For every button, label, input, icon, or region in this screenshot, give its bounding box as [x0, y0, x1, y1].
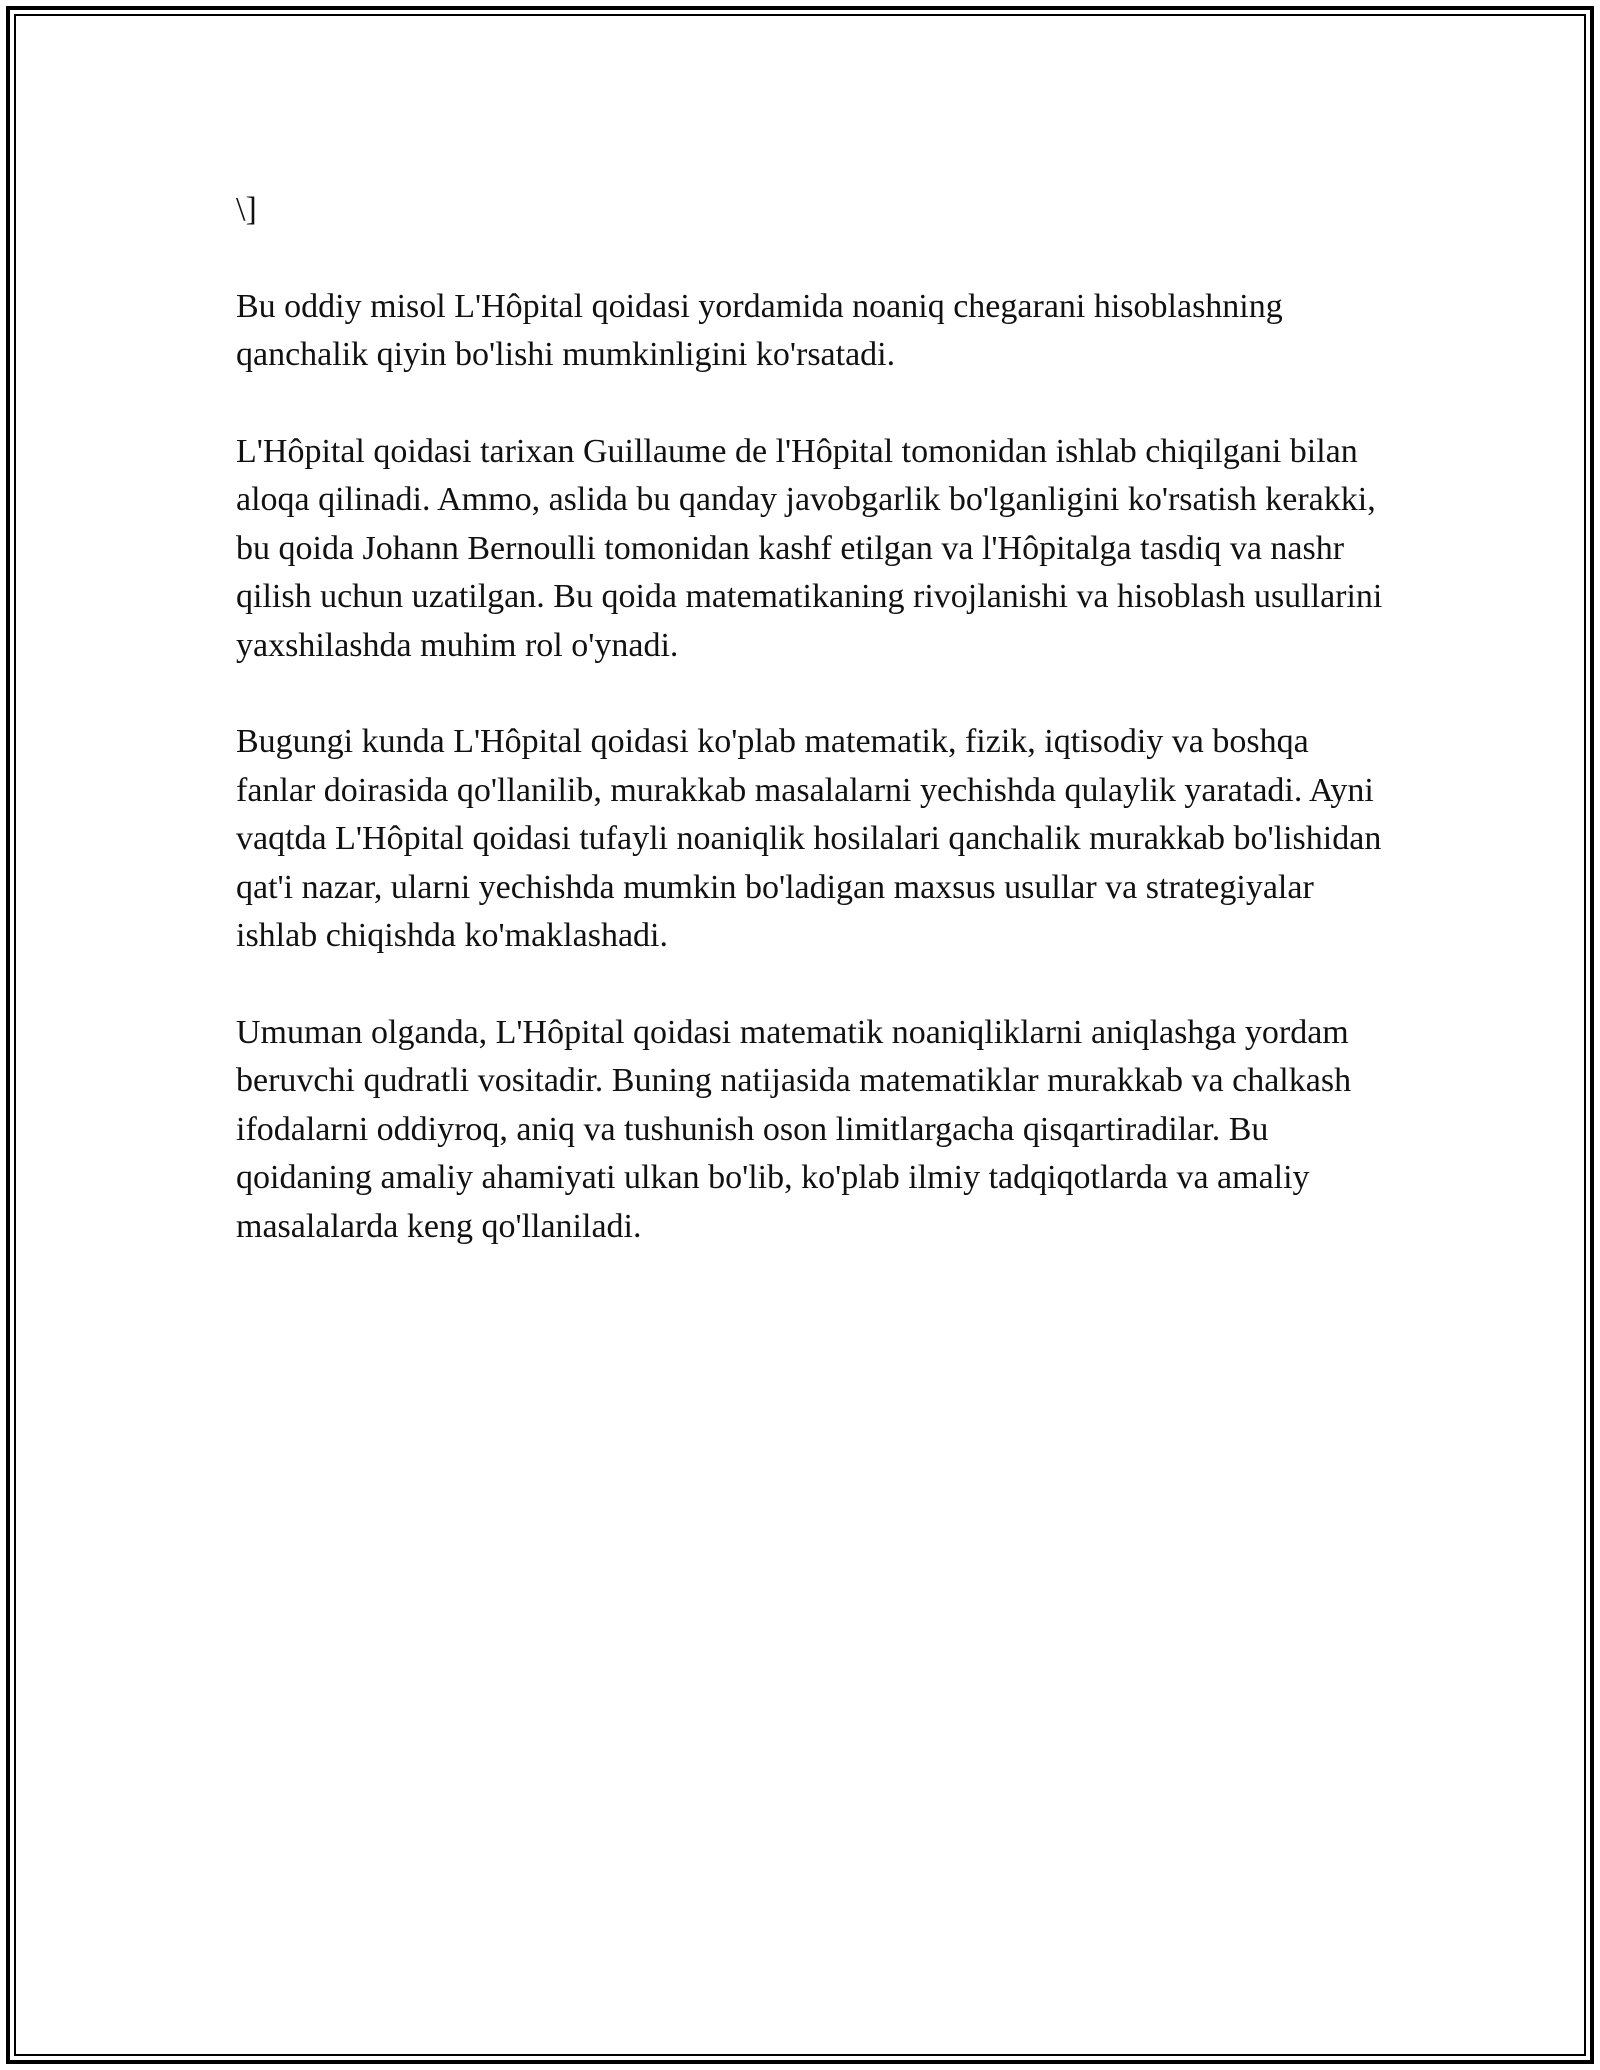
document-body: [236, 186, 1386, 1299]
paragraph-4: Umuman olganda, L'Hôpital qoidasi matematik noaniqliklarni aniqlashga yordam beruvchi qudratli vositadir. Buning natijasida matematiklar murakkab va chalkash ifodalarni oddiyroq, aniq va tushunish oson limitlargacha qisqartiradilar. Bu qoidaning amaliy ahamiyati ulkan bo'lib, ko'plab ilmiy tadqiqotlarda va amaliy masalalarda keng qo'llaniladi.: [236, 1013, 1352, 1245]
paragraph-3: Bugungi kunda L'Hôpital qoidasi ko'plab matematik, fizik, iqtisodiy va boshqa fanlar doirasida qo'llanilib, murakkab masalalarni yechishda qulaylik yaratadi. Ayni vaqtda L'Hôpital qoidasi tufayli noaniqlik hosilalari qanchalik murakkab bo'lishidan qat'i nazar, ularni yechishda mumkin bo'ladigan maxsus usullar va strategiyalar ishlab chiqishda ko'maklashadi.: [236, 723, 1382, 954]
paragraph-1: Bu oddiy misol L'Hôpital qoidasi yordamida noaniq chegarani hisoblashning qanchalik qiyin bo'lishi mumkinligini ko'rsatadi.: [236, 287, 1283, 373]
paragraph-2: L'Hôpital qoidasi tarixan Guillaume de l'Hôpital tomonidan ishlab chiqilgani bilan aloqa qilinadi. Ammo, aslida bu qanday javobgarlik bo'lganligini ko'rsatish kerakki, bu qoida Johann Bernoulli tomonidan kashf etilgan va l'Hôpitalga tasdiq va nashr qilish uchun uzatilgan. Bu qoida matematikaning rivojlanishi va hisoblash usullarini yaxshilashda muhim rol o'ynadi.: [236, 432, 1383, 664]
latex-fragment: \]: [236, 191, 257, 228]
